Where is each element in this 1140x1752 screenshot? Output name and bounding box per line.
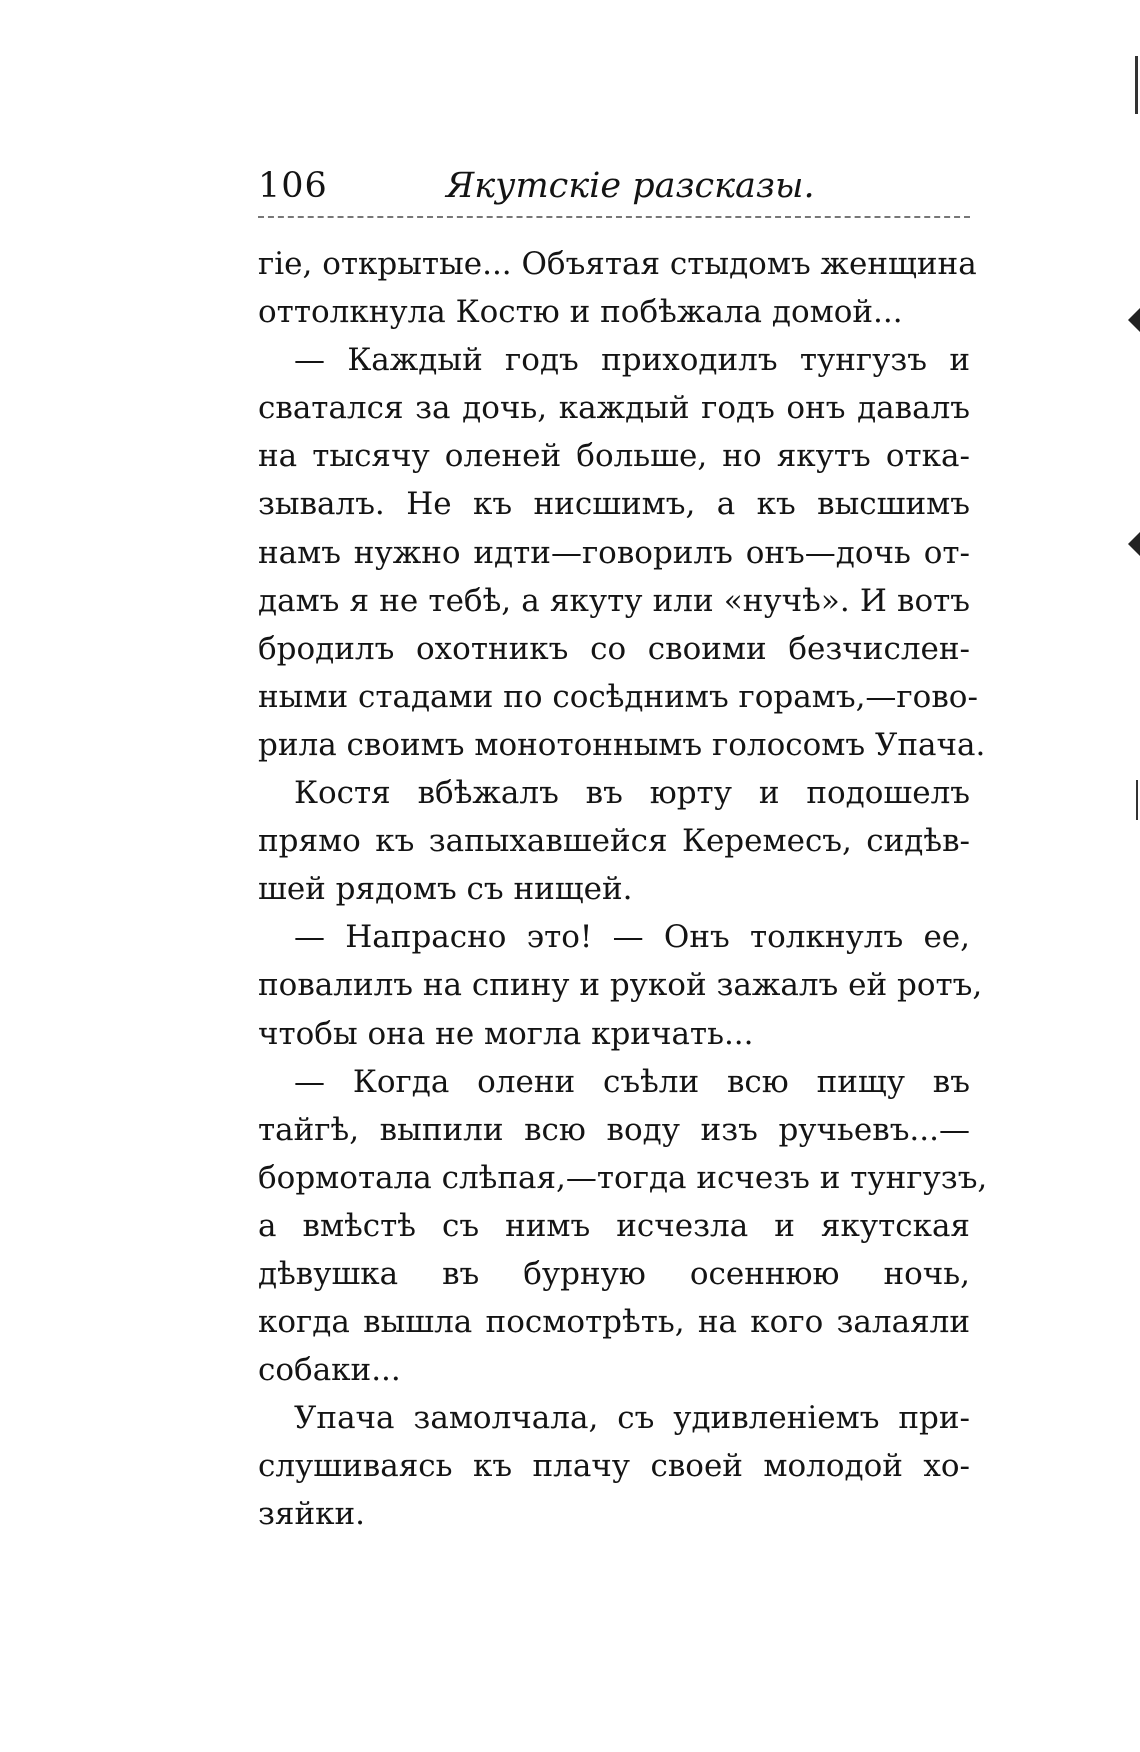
text-line: — Когда олени съѣли всю пищу въ — [294, 1063, 970, 1100]
text-line: слушиваясь къ плачу своей молодой хо- — [258, 1448, 970, 1485]
text-line: чтобы она не могла кричать... — [258, 1015, 754, 1052]
book-page — [258, 158, 988, 1539]
text-line: на тысячу оленей больше, но якутъ отка- — [258, 438, 970, 475]
text-line: ными стадами по сосѣднимъ горамъ,—гово- — [258, 678, 978, 715]
text-line: намъ нужно идти—говорилъ онъ—дочь от- — [258, 534, 970, 571]
margin-mark-2 — [1128, 532, 1140, 556]
text-line: тайгѣ, выпили всю воду изъ ручьевъ...— — [258, 1111, 970, 1148]
text-line: когда вышла посмотрѣть, на кого залаяли — [258, 1304, 970, 1341]
text-line: а вмѣстѣ съ нимъ исчезла и якутская — [258, 1207, 970, 1244]
text-line: Костя вбѣжалъ въ юрту и подошелъ — [294, 775, 970, 812]
text-line: — Напрасно это! — Онъ толкнулъ ее, — [294, 919, 970, 956]
text-line: дамъ я не тебѣ, а якуту или «нучѣ». И вотъ — [258, 582, 970, 619]
text-line: зяйки. — [258, 1496, 366, 1533]
running-title: Якутскіе разсказы. — [446, 166, 815, 206]
text-line: сватался за дочь, каждый годъ онъ давалъ — [258, 390, 970, 427]
text-line: бродилъ охотникъ со своими безчислен- — [258, 630, 970, 667]
page-edge-line-middle — [1136, 780, 1138, 820]
text-line: рила своимъ монотоннымъ голосомъ Упача. — [258, 726, 986, 763]
text-line: гіе, открытые... Объятая стыдомъ женщина — [258, 246, 977, 282]
page-number: 106 — [258, 166, 328, 206]
margin-mark-1 — [1128, 308, 1140, 332]
header-rule — [258, 216, 970, 218]
body-text — [258, 226, 988, 1539]
text-line: зывалъ. Не къ нисшимъ, а къ высшимъ — [258, 486, 970, 523]
text-line: шей рядомъ съ нищей. — [258, 871, 633, 908]
text-line: оттолкнула Костю и побѣжала домой... — [258, 294, 903, 331]
text-line: повалилъ на спину и рукой зажалъ ей ротъ, — [258, 967, 983, 1004]
running-head — [258, 158, 970, 216]
text-line: прямо къ запыхавшейся Керемесъ, сидѣв- — [258, 823, 970, 860]
text-line: — Каждый годъ приходилъ тунгузъ и — [294, 342, 970, 379]
text-line: собаки... — [258, 1352, 401, 1389]
text-line: бормотала слѣпая,—тогда исчезъ и тунгузъ, — [258, 1159, 988, 1196]
text-line: дѣвушка въ бурную осеннюю ночь, — [258, 1255, 970, 1292]
page-edge-line-top — [1135, 56, 1138, 114]
text-line: Упача замолчала, съ удивленіемъ при- — [294, 1400, 970, 1437]
